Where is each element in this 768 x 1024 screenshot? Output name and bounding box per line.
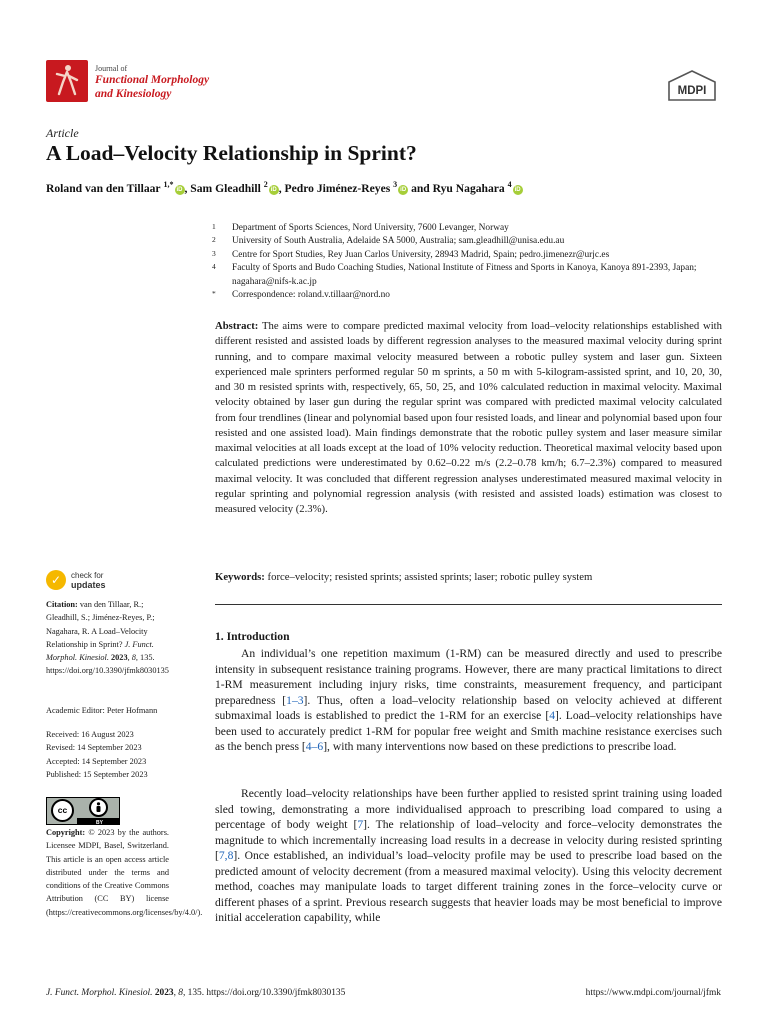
cc-icon: cc bbox=[51, 799, 74, 822]
cc-by-label: BY bbox=[96, 820, 103, 826]
reference-link[interactable]: 4 bbox=[549, 709, 555, 722]
footer-citation: J. Funct. Morphol. Kinesiol. 2023, 8, 135. https://doi.org/10.3390/jfmk8030135 bbox=[46, 988, 346, 998]
accepted-date: Accepted: 14 September 2023 bbox=[46, 756, 147, 766]
author-name[interactable]: Ryu Nagahara bbox=[432, 181, 505, 195]
article-type: Article bbox=[46, 126, 79, 140]
author-name[interactable]: Pedro Jiménez-Reyes bbox=[284, 181, 391, 195]
abstract bbox=[215, 319, 722, 517]
journal-name[interactable]: Functional Morphology and Kinesiology bbox=[95, 74, 210, 100]
and-word: and bbox=[411, 181, 430, 195]
reference-link[interactable]: 7 bbox=[357, 818, 364, 831]
author-affil-mark: 2 bbox=[263, 180, 268, 189]
body-paragraph: An individual’s one repetition maximum (1-RM) can be measured directly and used to prescribe intensity in subsequent resistance training programs. However, there are many practical limitations to direct 1-RM measurement including injury risks, time constraints, measurement frequency, and participant preparedness [1–3]. Thus, often a load–velocity relationship based on velocity achieved at different submaximal loads is established to predict the 1-RM for an exercise [4]. Load–velocity relationships have been used to accurately predict 1-RM for popular free weight and Smith machine resistance exercises such as the bench press [4–6], with many interventions now based on these predictions to prescribe load. bbox=[215, 647, 722, 753]
check-icon: ✓ bbox=[46, 570, 66, 590]
journal-logo bbox=[46, 60, 88, 102]
citation-doi[interactable]: , 135. https://doi.org/10.3390/jfmk8030135 bbox=[46, 653, 169, 676]
reference-link[interactable]: 7,8 bbox=[218, 849, 234, 862]
affiliation-item: 4 Faculty of Sports and Budo Coaching Studies, National Institute of Fitness and Sports in Kanoya, Kanoya 891-2393, Japan; nagahara@nifs-k.ac.jp bbox=[212, 262, 697, 287]
runner-figure-icon bbox=[53, 64, 81, 98]
copyright-notice: Copyright: © 2023 by the authors. Licensee MDPI, Basel, Switzerland. This article is an open access article distributed under the terms and conditions of the Creative Commons Attribution (CC BY) license (https://creativecommons.org/licenses/by/4.0/). bbox=[46, 828, 203, 917]
keywords bbox=[215, 570, 722, 585]
mdpi-logo[interactable] bbox=[666, 70, 718, 104]
revised-date: Revised: 14 September 2023 bbox=[46, 743, 142, 753]
section-divider bbox=[215, 604, 722, 605]
keywords-label: Keywords: bbox=[215, 571, 265, 583]
orcid-icon[interactable]: iD bbox=[270, 186, 277, 193]
body-paragraph: Recently load–velocity relationships have been further applied to resisted sprint training using loaded sled towing, demonstrating a more individualised approach to prescribing load compared to using a percentage of body weight [7]. The relationship of load–velocity and force–velocity demonstrates the magnitude to which incrementally increasing load results in a decrease in velocity during resisted sprinting [7,8]. Once established, an individual’s load–velocity profile may be used to prescribe load based on the predicted amount of velocity decrement (from a measured maximal velocity). Using this velocity decrement method, coaches may manipulate loads to target different training zones in the force–velocity curve or different phases of a sprint. Previous research suggests that heavier loads may be most beneficial to improve initial acceleration capability, while bbox=[215, 787, 722, 924]
published-date: Published: 15 September 2023 bbox=[46, 769, 148, 779]
orcid-icon[interactable]: iD bbox=[400, 186, 407, 193]
footer-journal-url[interactable]: https://www.mdpi.com/journal/jfmk bbox=[585, 988, 721, 998]
reference-link[interactable]: 4–6 bbox=[305, 740, 324, 753]
keywords-text: force–velocity; resisted sprints; assisted sprints; laser; robotic pulley system bbox=[267, 571, 593, 583]
article-title: A Load–Velocity Relationship in Sprint? bbox=[46, 141, 417, 165]
affiliations bbox=[212, 222, 722, 302]
author-affil-mark: 3 bbox=[393, 180, 398, 189]
mdpi-logo-text: MDPI bbox=[677, 85, 707, 97]
author-affil-mark: 1,* bbox=[163, 180, 174, 189]
affiliation-item: 3 Centre for Sport Studies, Rey Juan Carlos University, 28943 Madrid, Spain; pedro.jimenezr@urjc.es bbox=[212, 248, 610, 260]
orcid-icon[interactable]: iD bbox=[514, 186, 521, 193]
received-date: Received: 16 August 2023 bbox=[46, 730, 134, 739]
reference-link[interactable]: 1–3 bbox=[286, 693, 304, 707]
abstract-text: The aims were to compare predicted maximal velocity from load–velocity relationships established with different resisted and assisted loads by different regression analyses to the measured maximal velocity during sprint running, and to compare maximal velocity measured between a robotic pulley system and laser gun. Sixteen experienced male sprinters performed regular 50 m sprints, a 50 m with 5-kilogram-assisted sprint, and 10, 20, 30, and 30 m resisted sprints with, respectively, 65, 50, 25, and 10% calculated reduction in maximal velocity. Maximal velocity obtained by laser gun during the regular sprint was compared with predicted maximal velocity calculated from four trendlines (linear and polynomial based upon four resisted loads, and linear and polynomial based upon four resisted and one assisted load). Main findings demonstrate that the robotic pulley system and laser measure similar maximal velocities at all loads except at the load of 10% velocity reduction. Theoretical maximal velocity based upon calculated predictions were underestimated by 0.62–0.22 m/s (2.2–0.78 km/h; 6.7–2.3%) compared to measured maximal velocity. It was concluded that different regression analyses underestimated measured maximal velocity in regular sprinting and polynomial regression analysis (with resisted and assisted loads) estimation was closest to measured velocity (2.3%). bbox=[215, 320, 722, 515]
author-name[interactable]: Roland van den Tillaar bbox=[46, 181, 161, 195]
attribution-person-icon bbox=[89, 798, 108, 817]
section-heading: 1. Introduction bbox=[215, 630, 290, 643]
author-list: Roland van den Tillaar $^{1,*}$iD , Sam Gleadhill $^2$iD , Pedro Jiménez-Reyes $^3$iD and Ryu Nagahara $^4$iD bbox=[46, 180, 521, 195]
footer-doi-link[interactable]: , 135. https://doi.org/10.3390/jfmk8030135 bbox=[182, 988, 346, 998]
citation: Citation: van den Tillaar, R.; Gleadhill, S.; Jiménez-Reyes, P.; Nagahara, R. A Load–Velocity Relationship in Sprint? J. Funct. Morphol. Kinesiol. 2023, 8, 135. https://doi.org/10.3390/jfmk8030135 bbox=[46, 600, 169, 676]
orcid-icon[interactable]: iD bbox=[176, 186, 183, 193]
journal-of-label: Journal of bbox=[95, 64, 128, 73]
publication-dates bbox=[46, 728, 171, 781]
affiliation-item: 1 Department of Sports Sciences, Nord University, 7600 Levanger, Norway bbox=[212, 222, 509, 233]
cc-by-license-badge[interactable] bbox=[46, 797, 120, 825]
abstract-label: Abstract: bbox=[215, 320, 259, 332]
academic-editor: Academic Editor: Peter Hofmann bbox=[46, 706, 158, 715]
affiliation-item: 2 University of South Australia, Adelaide SA 5000, Australia; sam.gleadhill@unisa.edu.au bbox=[212, 235, 565, 247]
author-affil-mark: 4 bbox=[507, 180, 512, 189]
check-for-updates-button[interactable]: ✓ check for updates bbox=[46, 570, 166, 592]
correspondence: * Correspondence: roland.v.tillaar@nord.no bbox=[212, 289, 390, 301]
author-name[interactable]: Sam Gleadhill bbox=[190, 181, 261, 195]
